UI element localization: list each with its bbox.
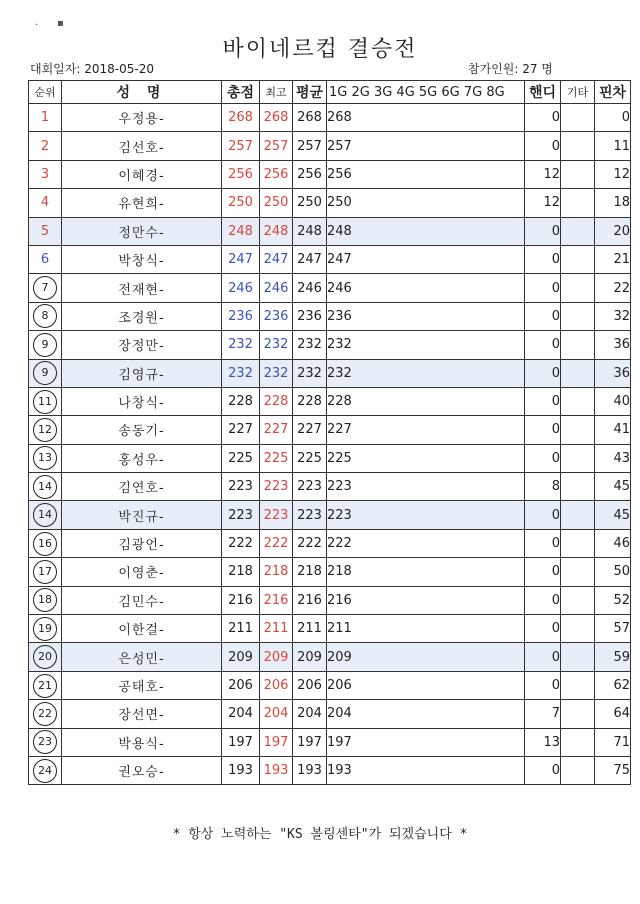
table-row: [29, 132, 631, 160]
etc-cell: [561, 444, 595, 472]
pin-diff-cell: 57: [595, 615, 631, 643]
rank-cell: [29, 473, 62, 501]
table-row: [29, 274, 631, 302]
table-row: [29, 558, 631, 586]
high-score-cell: 223: [260, 501, 293, 529]
etc-cell: [561, 558, 595, 586]
total-cell: 223: [222, 473, 260, 501]
rank-cell: [29, 558, 62, 586]
total-cell: 250: [222, 189, 260, 217]
etc-cell: [561, 586, 595, 614]
handicap-cell: 0: [525, 671, 561, 699]
name-cell: 김영규-: [62, 359, 222, 387]
game1-cell: 250: [327, 189, 525, 217]
rank-number: 12: [33, 418, 57, 442]
etc-cell: [561, 132, 595, 160]
pin-diff-cell: 64: [595, 700, 631, 728]
high-score-cell: 268: [260, 104, 293, 132]
rank-cell: [29, 615, 62, 643]
avg-cell: 216: [293, 586, 327, 614]
col-rank: 순위: [29, 81, 62, 104]
high-score-cell: 232: [260, 359, 293, 387]
handicap-cell: 7: [525, 700, 561, 728]
rank-number: 19: [33, 617, 57, 641]
pin-diff-cell: 52: [595, 586, 631, 614]
game1-cell: 232: [327, 331, 525, 359]
rank-cell: [29, 586, 62, 614]
avg-cell: 206: [293, 671, 327, 699]
avg-cell: 227: [293, 416, 327, 444]
rank-number: 9: [33, 361, 57, 385]
name-cell: 우정용-: [62, 104, 222, 132]
avg-cell: 223: [293, 501, 327, 529]
rank-number: 8: [33, 304, 57, 328]
rank-cell: [29, 444, 62, 472]
high-score-cell: 228: [260, 387, 293, 415]
rank-number: 7: [33, 276, 57, 300]
etc-cell: [561, 302, 595, 330]
rank-number: 22: [33, 702, 57, 726]
game1-cell: 257: [327, 132, 525, 160]
game1-cell: 218: [327, 558, 525, 586]
avg-cell: 257: [293, 132, 327, 160]
game1-cell: 268: [327, 104, 525, 132]
etc-cell: [561, 756, 595, 784]
high-score-cell: 209: [260, 643, 293, 671]
name-cell: 권오승-: [62, 756, 222, 784]
etc-cell: [561, 217, 595, 245]
table-row: [29, 331, 631, 359]
pin-diff-cell: 75: [595, 756, 631, 784]
name-cell: 공태호-: [62, 671, 222, 699]
total-cell: 211: [222, 615, 260, 643]
page-title: 바이네르컵 결승전: [222, 37, 418, 62]
high-score-cell: 218: [260, 558, 293, 586]
rank-number: 1: [40, 110, 50, 126]
rank-cell: [29, 331, 62, 359]
game1-cell: 228: [327, 387, 525, 415]
etc-cell: [561, 671, 595, 699]
rank-cell: [29, 387, 62, 415]
handicap-cell: 0: [525, 104, 561, 132]
handicap-cell: 0: [525, 245, 561, 273]
high-score-cell: 223: [260, 473, 293, 501]
rank-number: 18: [33, 588, 57, 612]
pin-diff-cell: 50: [595, 558, 631, 586]
name-cell: 홍성우-: [62, 444, 222, 472]
handicap-cell: 0: [525, 529, 561, 557]
game1-cell: 223: [327, 501, 525, 529]
table-row: [29, 643, 631, 671]
name-cell: 이영춘-: [62, 558, 222, 586]
rank-number: 9: [33, 333, 57, 357]
rank-number: 21: [33, 674, 57, 698]
handicap-cell: 0: [525, 217, 561, 245]
rank-number: 13: [33, 446, 57, 470]
table-row: [29, 245, 631, 273]
rank-cell: [29, 104, 62, 132]
col-etc: 기타: [561, 81, 595, 104]
avg-cell: 256: [293, 160, 327, 188]
rank-cell: [29, 700, 62, 728]
avg-cell: 232: [293, 331, 327, 359]
pin-diff-cell: 18: [595, 189, 631, 217]
game1-cell: 232: [327, 359, 525, 387]
pin-diff-cell: 32: [595, 302, 631, 330]
rank-cell: [29, 359, 62, 387]
name-cell: 전재현-: [62, 274, 222, 302]
name-cell: 이한걸-: [62, 615, 222, 643]
rank-number: 6: [40, 252, 50, 268]
name-cell: 조경원-: [62, 302, 222, 330]
rank-number: 23: [33, 730, 57, 754]
high-score-cell: 206: [260, 671, 293, 699]
etc-cell: [561, 274, 595, 302]
game1-cell: 206: [327, 671, 525, 699]
total-cell: 204: [222, 700, 260, 728]
etc-cell: [561, 359, 595, 387]
footer-note: * 항상 노력하는 "KS 볼링센타"가 되겠습니다 *: [172, 827, 468, 842]
table-row: [29, 387, 631, 415]
high-score-cell: 225: [260, 444, 293, 472]
pin-diff-cell: 71: [595, 728, 631, 756]
handicap-cell: 0: [525, 416, 561, 444]
etc-cell: [561, 331, 595, 359]
etc-cell: [561, 416, 595, 444]
table-header-row: [29, 81, 631, 104]
table-row: [29, 728, 631, 756]
rank-number: 2: [40, 138, 50, 154]
pin-diff-cell: 41: [595, 416, 631, 444]
rank-cell: [29, 245, 62, 273]
pin-diff-cell: 43: [595, 444, 631, 472]
pin-diff-cell: 20: [595, 217, 631, 245]
col-handicap: 핸디: [525, 81, 561, 104]
pin-diff-cell: 45: [595, 473, 631, 501]
high-score-cell: 236: [260, 302, 293, 330]
avg-cell: 204: [293, 700, 327, 728]
high-score-cell: 257: [260, 132, 293, 160]
high-score-cell: 222: [260, 529, 293, 557]
etc-cell: [561, 501, 595, 529]
handicap-cell: 0: [525, 643, 561, 671]
game1-cell: 223: [327, 473, 525, 501]
table-row: [29, 756, 631, 784]
rank-number: 17: [33, 560, 57, 584]
avg-cell: 247: [293, 245, 327, 273]
game1-cell: 236: [327, 302, 525, 330]
table-row: [29, 615, 631, 643]
rank-number: 24: [33, 759, 57, 783]
col-pin-diff: 핀차: [595, 81, 631, 104]
total-cell: 206: [222, 671, 260, 699]
col-high: 최고: [260, 81, 293, 104]
table-row: [29, 586, 631, 614]
pin-diff-cell: 22: [595, 274, 631, 302]
avg-cell: 209: [293, 643, 327, 671]
name-cell: 정만수-: [62, 217, 222, 245]
game1-cell: 216: [327, 586, 525, 614]
high-score-cell: 197: [260, 728, 293, 756]
name-cell: 김민수-: [62, 586, 222, 614]
game1-cell: 227: [327, 416, 525, 444]
col-name: 성 명: [62, 81, 222, 104]
avg-cell: 248: [293, 217, 327, 245]
etc-cell: [561, 728, 595, 756]
etc-cell: [561, 615, 595, 643]
game1-cell: 246: [327, 274, 525, 302]
handicap-cell: 0: [525, 586, 561, 614]
avg-cell: 228: [293, 387, 327, 415]
rank-number: 14: [33, 503, 57, 527]
handicap-cell: 0: [525, 302, 561, 330]
handicap-cell: 0: [525, 132, 561, 160]
handicap-cell: 0: [525, 558, 561, 586]
high-score-cell: 211: [260, 615, 293, 643]
table-row: [29, 416, 631, 444]
total-cell: 222: [222, 529, 260, 557]
table-row: [29, 671, 631, 699]
etc-cell: [561, 387, 595, 415]
rank-cell: [29, 189, 62, 217]
rank-cell: [29, 217, 62, 245]
rank-cell: [29, 160, 62, 188]
avg-cell: 218: [293, 558, 327, 586]
rank-number: 5: [40, 223, 50, 239]
name-cell: 박창식-: [62, 245, 222, 273]
high-score-cell: 256: [260, 160, 293, 188]
game1-cell: 204: [327, 700, 525, 728]
name-cell: 장정만-: [62, 331, 222, 359]
avg-cell: 211: [293, 615, 327, 643]
handicap-cell: 0: [525, 756, 561, 784]
rank-number: 20: [33, 645, 57, 669]
rank-cell: [29, 501, 62, 529]
etc-cell: [561, 189, 595, 217]
etc-cell: [561, 104, 595, 132]
table-row: [29, 444, 631, 472]
col-total: 총점: [222, 81, 260, 104]
table-row: [29, 529, 631, 557]
game1-cell: 247: [327, 245, 525, 273]
table-row: [29, 501, 631, 529]
etc-cell: [561, 473, 595, 501]
table-row: [29, 189, 631, 217]
game1-cell: 225: [327, 444, 525, 472]
avg-cell: 222: [293, 529, 327, 557]
total-cell: 223: [222, 501, 260, 529]
results-table: [28, 80, 631, 785]
table-row: [29, 104, 631, 132]
avg-cell: 268: [293, 104, 327, 132]
table-row: [29, 302, 631, 330]
avg-cell: 193: [293, 756, 327, 784]
pin-diff-cell: 62: [595, 671, 631, 699]
high-score-cell: 246: [260, 274, 293, 302]
total-cell: 257: [222, 132, 260, 160]
pin-diff-cell: 21: [595, 245, 631, 273]
rank-cell: [29, 416, 62, 444]
rank-cell: [29, 728, 62, 756]
name-cell: 장선면-: [62, 700, 222, 728]
name-cell: 박진규-: [62, 501, 222, 529]
name-cell: 박용식-: [62, 728, 222, 756]
avg-cell: 223: [293, 473, 327, 501]
table-row: [29, 217, 631, 245]
total-cell: 197: [222, 728, 260, 756]
total-cell: 228: [222, 387, 260, 415]
avg-cell: 246: [293, 274, 327, 302]
scan-dot: ·: [35, 20, 39, 31]
game1-cell: 209: [327, 643, 525, 671]
rank-cell: [29, 529, 62, 557]
col-games: 1G 2G 3G 4G 5G 6G 7G 8G: [327, 81, 525, 104]
game1-cell: 248: [327, 217, 525, 245]
handicap-cell: 0: [525, 331, 561, 359]
etc-cell: [561, 160, 595, 188]
handicap-cell: 12: [525, 189, 561, 217]
handicap-cell: 0: [525, 444, 561, 472]
handicap-cell: 0: [525, 359, 561, 387]
total-cell: 236: [222, 302, 260, 330]
total-cell: 232: [222, 331, 260, 359]
total-cell: 218: [222, 558, 260, 586]
table-row: [29, 359, 631, 387]
table-row: [29, 700, 631, 728]
game1-cell: 256: [327, 160, 525, 188]
rank-number: 3: [40, 166, 50, 182]
rank-cell: [29, 756, 62, 784]
rank-number: 11: [33, 390, 57, 414]
handicap-cell: 0: [525, 501, 561, 529]
total-cell: 232: [222, 359, 260, 387]
total-cell: 209: [222, 643, 260, 671]
pin-diff-cell: 0: [595, 104, 631, 132]
pin-diff-cell: 12: [595, 160, 631, 188]
high-score-cell: 193: [260, 756, 293, 784]
handicap-cell: 12: [525, 160, 561, 188]
rank-cell: [29, 671, 62, 699]
high-score-cell: 250: [260, 189, 293, 217]
high-score-cell: 232: [260, 331, 293, 359]
rank-number: 16: [33, 532, 57, 556]
total-cell: 193: [222, 756, 260, 784]
handicap-cell: 0: [525, 387, 561, 415]
name-cell: 김연호-: [62, 473, 222, 501]
avg-cell: 236: [293, 302, 327, 330]
table-row: [29, 473, 631, 501]
total-cell: 247: [222, 245, 260, 273]
etc-cell: [561, 245, 595, 273]
name-cell: 유현희-: [62, 189, 222, 217]
pin-diff-cell: 11: [595, 132, 631, 160]
avg-cell: 232: [293, 359, 327, 387]
avg-cell: 225: [293, 444, 327, 472]
etc-cell: [561, 529, 595, 557]
pin-diff-cell: 59: [595, 643, 631, 671]
game1-cell: 197: [327, 728, 525, 756]
name-cell: 김선호-: [62, 132, 222, 160]
handicap-cell: 8: [525, 473, 561, 501]
game1-cell: 211: [327, 615, 525, 643]
game1-cell: 222: [327, 529, 525, 557]
name-cell: 김광언-: [62, 529, 222, 557]
total-cell: 248: [222, 217, 260, 245]
name-cell: 은성민-: [62, 643, 222, 671]
col-avg: 평균: [293, 81, 327, 104]
high-score-cell: 247: [260, 245, 293, 273]
scan-dot: ▪: [57, 18, 64, 29]
participant-count: 참가인원: 27 명: [468, 62, 553, 76]
avg-cell: 250: [293, 189, 327, 217]
pin-diff-cell: 36: [595, 359, 631, 387]
rank-cell: [29, 274, 62, 302]
high-score-cell: 248: [260, 217, 293, 245]
rank-number: 4: [40, 195, 50, 211]
name-cell: 나창식-: [62, 387, 222, 415]
game1-cell: 193: [327, 756, 525, 784]
rank-cell: [29, 302, 62, 330]
handicap-cell: 0: [525, 274, 561, 302]
high-score-cell: 216: [260, 586, 293, 614]
pin-diff-cell: 36: [595, 331, 631, 359]
rank-cell: [29, 132, 62, 160]
handicap-cell: 0: [525, 615, 561, 643]
rank-cell: [29, 643, 62, 671]
high-score-cell: 227: [260, 416, 293, 444]
name-cell: 송동기-: [62, 416, 222, 444]
table-row: [29, 160, 631, 188]
avg-cell: 197: [293, 728, 327, 756]
total-cell: 227: [222, 416, 260, 444]
rank-number: 14: [33, 475, 57, 499]
total-cell: 256: [222, 160, 260, 188]
total-cell: 268: [222, 104, 260, 132]
pin-diff-cell: 46: [595, 529, 631, 557]
pin-diff-cell: 45: [595, 501, 631, 529]
total-cell: 225: [222, 444, 260, 472]
etc-cell: [561, 700, 595, 728]
handicap-cell: 13: [525, 728, 561, 756]
event-date: 대회일자: 2018-05-20: [30, 62, 154, 76]
total-cell: 216: [222, 586, 260, 614]
high-score-cell: 204: [260, 700, 293, 728]
total-cell: 246: [222, 274, 260, 302]
etc-cell: [561, 643, 595, 671]
name-cell: 이혜경-: [62, 160, 222, 188]
pin-diff-cell: 40: [595, 387, 631, 415]
